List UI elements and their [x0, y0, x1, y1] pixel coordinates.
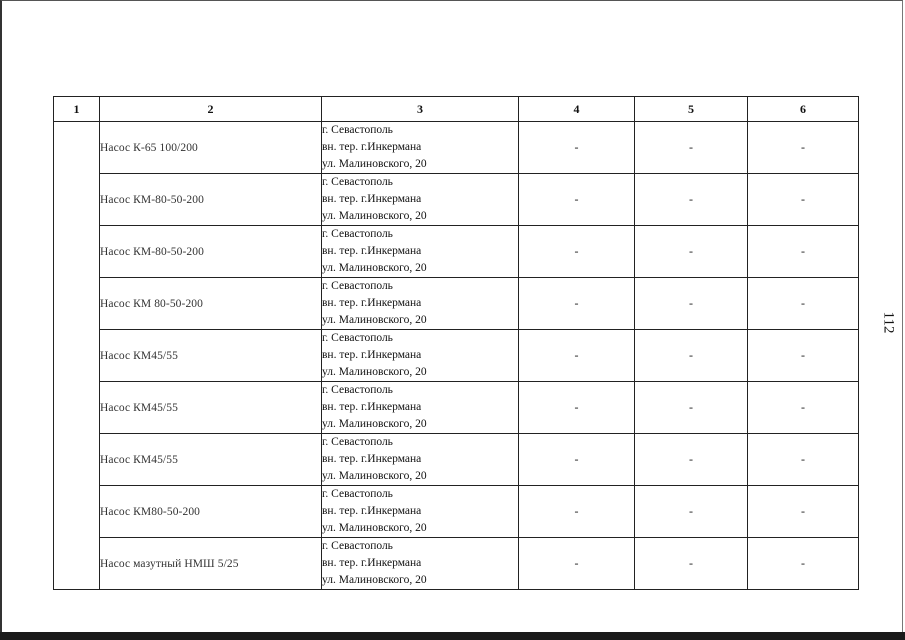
address-line: г. Севастополь [322, 176, 393, 188]
address-cell [322, 278, 519, 330]
value-cell-c6: - [748, 382, 859, 434]
table-header-row [54, 97, 859, 122]
value-cell-c6: - [748, 278, 859, 330]
equipment-table [53, 96, 859, 590]
address-line: г. Севастополь [322, 228, 393, 240]
column-header-3: 3 [322, 97, 519, 122]
value-cell-c4: - [519, 174, 635, 226]
value-cell-c5: - [635, 278, 748, 330]
address-line: г. Севастополь [322, 124, 393, 136]
address-line: вн. тер. г.Инкермана [322, 297, 422, 309]
table-row [54, 434, 859, 486]
value-cell-c4: - [519, 486, 635, 538]
scan-bottom-edge [0, 632, 905, 640]
table-row [54, 122, 859, 174]
address-line: г. Севастополь [322, 280, 393, 292]
address-line: ул. Малиновского, 20 [322, 210, 427, 222]
table-row [54, 226, 859, 278]
value-cell-c4: - [519, 330, 635, 382]
address-line: г. Севастополь [322, 332, 393, 344]
column-header-1: 1 [54, 97, 100, 122]
address-line: ул. Малиновского, 20 [322, 262, 427, 274]
value-cell-c4: - [519, 278, 635, 330]
value-cell-c6: - [748, 330, 859, 382]
address-line: вн. тер. г.Инкермана [322, 349, 422, 361]
value-cell-c4: - [519, 122, 635, 174]
value-cell-c6: - [748, 434, 859, 486]
equipment-name-cell: Насос К-65 100/200 [100, 122, 322, 174]
value-cell-c5: - [635, 538, 748, 590]
value-cell-c6: - [748, 174, 859, 226]
table-row [54, 382, 859, 434]
value-cell-c5: - [635, 382, 748, 434]
value-cell-c6: - [748, 226, 859, 278]
value-cell-c4: - [519, 434, 635, 486]
address-cell [322, 382, 519, 434]
address-cell [322, 330, 519, 382]
page-number: 112 [880, 311, 897, 334]
value-cell-c4: - [519, 538, 635, 590]
address-cell [322, 434, 519, 486]
value-cell-c4: - [519, 226, 635, 278]
equipment-name-cell: Насос КМ45/55 [100, 330, 322, 382]
address-line: ул. Малиновского, 20 [322, 470, 427, 482]
equipment-name-cell: Насос КМ45/55 [100, 434, 322, 486]
value-cell-c5: - [635, 174, 748, 226]
column-header-5: 5 [635, 97, 748, 122]
address-line: вн. тер. г.Инкермана [322, 557, 422, 569]
column-header-2: 2 [100, 97, 322, 122]
value-cell-c6: - [748, 538, 859, 590]
table-row [54, 278, 859, 330]
address-cell [322, 122, 519, 174]
value-cell-c4: - [519, 382, 635, 434]
equipment-name-cell: Насос КМ-80-50-200 [100, 174, 322, 226]
equipment-name-cell: Насос КМ45/55 [100, 382, 322, 434]
column-header-4: 4 [519, 97, 635, 122]
address-line: г. Севастополь [322, 436, 393, 448]
address-line: г. Севастополь [322, 488, 393, 500]
address-cell [322, 538, 519, 590]
address-line: вн. тер. г.Инкермана [322, 401, 422, 413]
address-line: вн. тер. г.Инкермана [322, 453, 422, 465]
address-cell [322, 174, 519, 226]
table-row [54, 330, 859, 382]
address-line: вн. тер. г.Инкермана [322, 505, 422, 517]
equipment-name-cell: Насос мазутный НМШ 5/25 [100, 538, 322, 590]
value-cell-c5: - [635, 122, 748, 174]
address-line: г. Севастополь [322, 384, 393, 396]
address-line: ул. Малиновского, 20 [322, 366, 427, 378]
address-line: ул. Малиновского, 20 [322, 314, 427, 326]
address-cell [322, 486, 519, 538]
address-line: вн. тер. г.Инкермана [322, 141, 422, 153]
value-cell-c6: - [748, 486, 859, 538]
address-line: г. Севастополь [322, 540, 393, 552]
address-line: вн. тер. г.Инкермана [322, 245, 422, 257]
column-header-6: 6 [748, 97, 859, 122]
address-line: вн. тер. г.Инкермана [322, 193, 422, 205]
value-cell-c5: - [635, 434, 748, 486]
value-cell-c5: - [635, 330, 748, 382]
equipment-name-cell: Насос КМ80-50-200 [100, 486, 322, 538]
table-row [54, 174, 859, 226]
table-body [54, 122, 859, 590]
table-row [54, 486, 859, 538]
address-line: ул. Малиновского, 20 [322, 418, 427, 430]
address-line: ул. Малиновского, 20 [322, 574, 427, 586]
value-cell-c5: - [635, 486, 748, 538]
address-cell [322, 226, 519, 278]
address-line: ул. Малиновского, 20 [322, 158, 427, 170]
value-cell-c6: - [748, 122, 859, 174]
address-line: ул. Малиновского, 20 [322, 522, 427, 534]
merged-index-cell [54, 122, 100, 590]
value-cell-c5: - [635, 226, 748, 278]
equipment-name-cell: Насос КМ-80-50-200 [100, 226, 322, 278]
table-row [54, 538, 859, 590]
equipment-name-cell: Насос КМ 80-50-200 [100, 278, 322, 330]
